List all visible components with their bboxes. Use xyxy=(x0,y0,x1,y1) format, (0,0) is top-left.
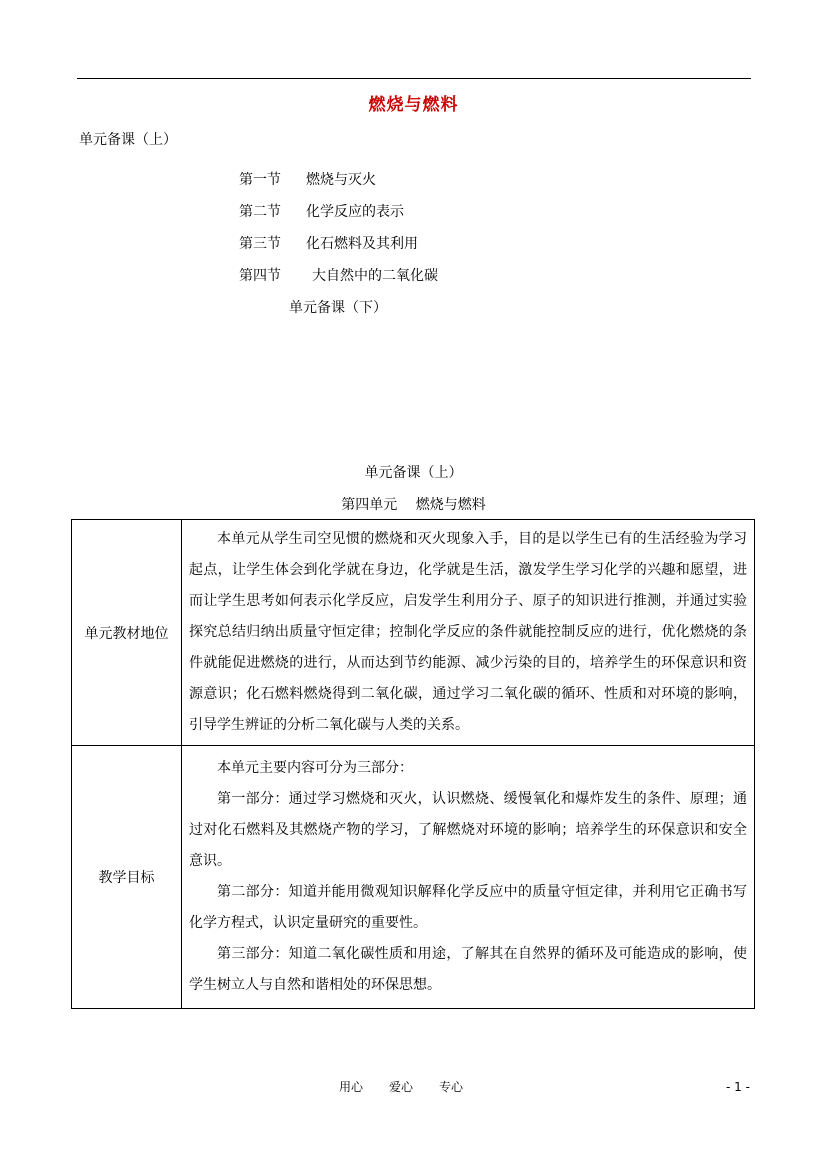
content-paragraph: 本单元从学生司空见惯的燃烧和灭火现象入手，目的是以学生已有的生活经验为学习起点，让学生体会到化学就在身边，化学就是生活，激发学生学习化学的兴趣和愿望，进而让学生思考如何表示化学反应，启发学生利用分子、原子的知识进行推测，并通过实验探究总结归纳出质量守恒定律；控制化学反应的条件就能控制反应的进行，优化燃烧的条件就能促进燃烧的进行，从而达到节约能源、减少污染的目的，培养学生的环保意识和资源意识；化石燃料燃烧得到二氧化碳，通过学习二氧化碳的循环、性质和对环境的影响，引导学生辨证的分析二氧化碳与人类的关系。 xyxy=(189,531,747,733)
table-row xyxy=(72,746,755,1009)
toc-item-name: 化学反应的表示 xyxy=(306,204,404,220)
content-paragraph: 第二部分：知道并能用微观知识解释化学反应中的质量守恒定律，并利用它正确书写化学方程式，认识定量研究的重要性。 xyxy=(189,884,747,931)
footer-item: 用心 xyxy=(339,1080,364,1094)
row-label: 单元教材地位 xyxy=(72,520,182,746)
toc-item-number: 第四节 xyxy=(239,268,281,284)
content-paragraph: 第一部分：通过学习燃烧和灭火，认识燃烧、缓慢氧化和爆炸发生的条件、原理；通过对化石燃料及其燃烧产物的学习，了解燃烧对环境的影响；培养学生的环保意识和安全意识。 xyxy=(189,791,747,869)
footer-item: 专心 xyxy=(439,1080,464,1094)
content-paragraph: 第三部分：知道二氧化碳性质和用途，了解其在自然界的循环及可能造成的影响，使学生树立人与自然和谐相处的环保思想。 xyxy=(189,946,747,993)
document-subtitle: 单元备课（上） xyxy=(79,132,177,148)
toc-item-name: 化石燃料及其利用 xyxy=(306,236,418,252)
lesson-table xyxy=(71,519,755,1009)
section-heading: 单元备课（上） xyxy=(364,465,463,481)
row-label: 教学目标 xyxy=(72,746,182,1009)
table-row xyxy=(72,520,755,746)
toc-item-name: 燃烧与灭火 xyxy=(306,172,376,188)
row-content xyxy=(182,746,755,1009)
header-rule xyxy=(77,78,751,79)
row-content xyxy=(182,520,755,746)
unit-heading: 第四单元 燃烧与燃料 xyxy=(341,497,486,513)
document-title: 燃烧与燃料 xyxy=(368,95,459,115)
content-paragraph: 本单元主要内容可分为三部分： xyxy=(217,760,413,776)
toc-item-name: 大自然中的二氧化碳 xyxy=(312,268,438,284)
toc-tail: 单元备课（下） xyxy=(289,300,387,316)
toc-item-number: 第二节 xyxy=(239,204,281,220)
toc-item-number: 第一节 xyxy=(239,172,281,188)
footer-item: 爱心 xyxy=(389,1080,414,1094)
toc-item-number: 第三节 xyxy=(239,236,281,252)
page-number: - 1 - xyxy=(726,1080,750,1094)
